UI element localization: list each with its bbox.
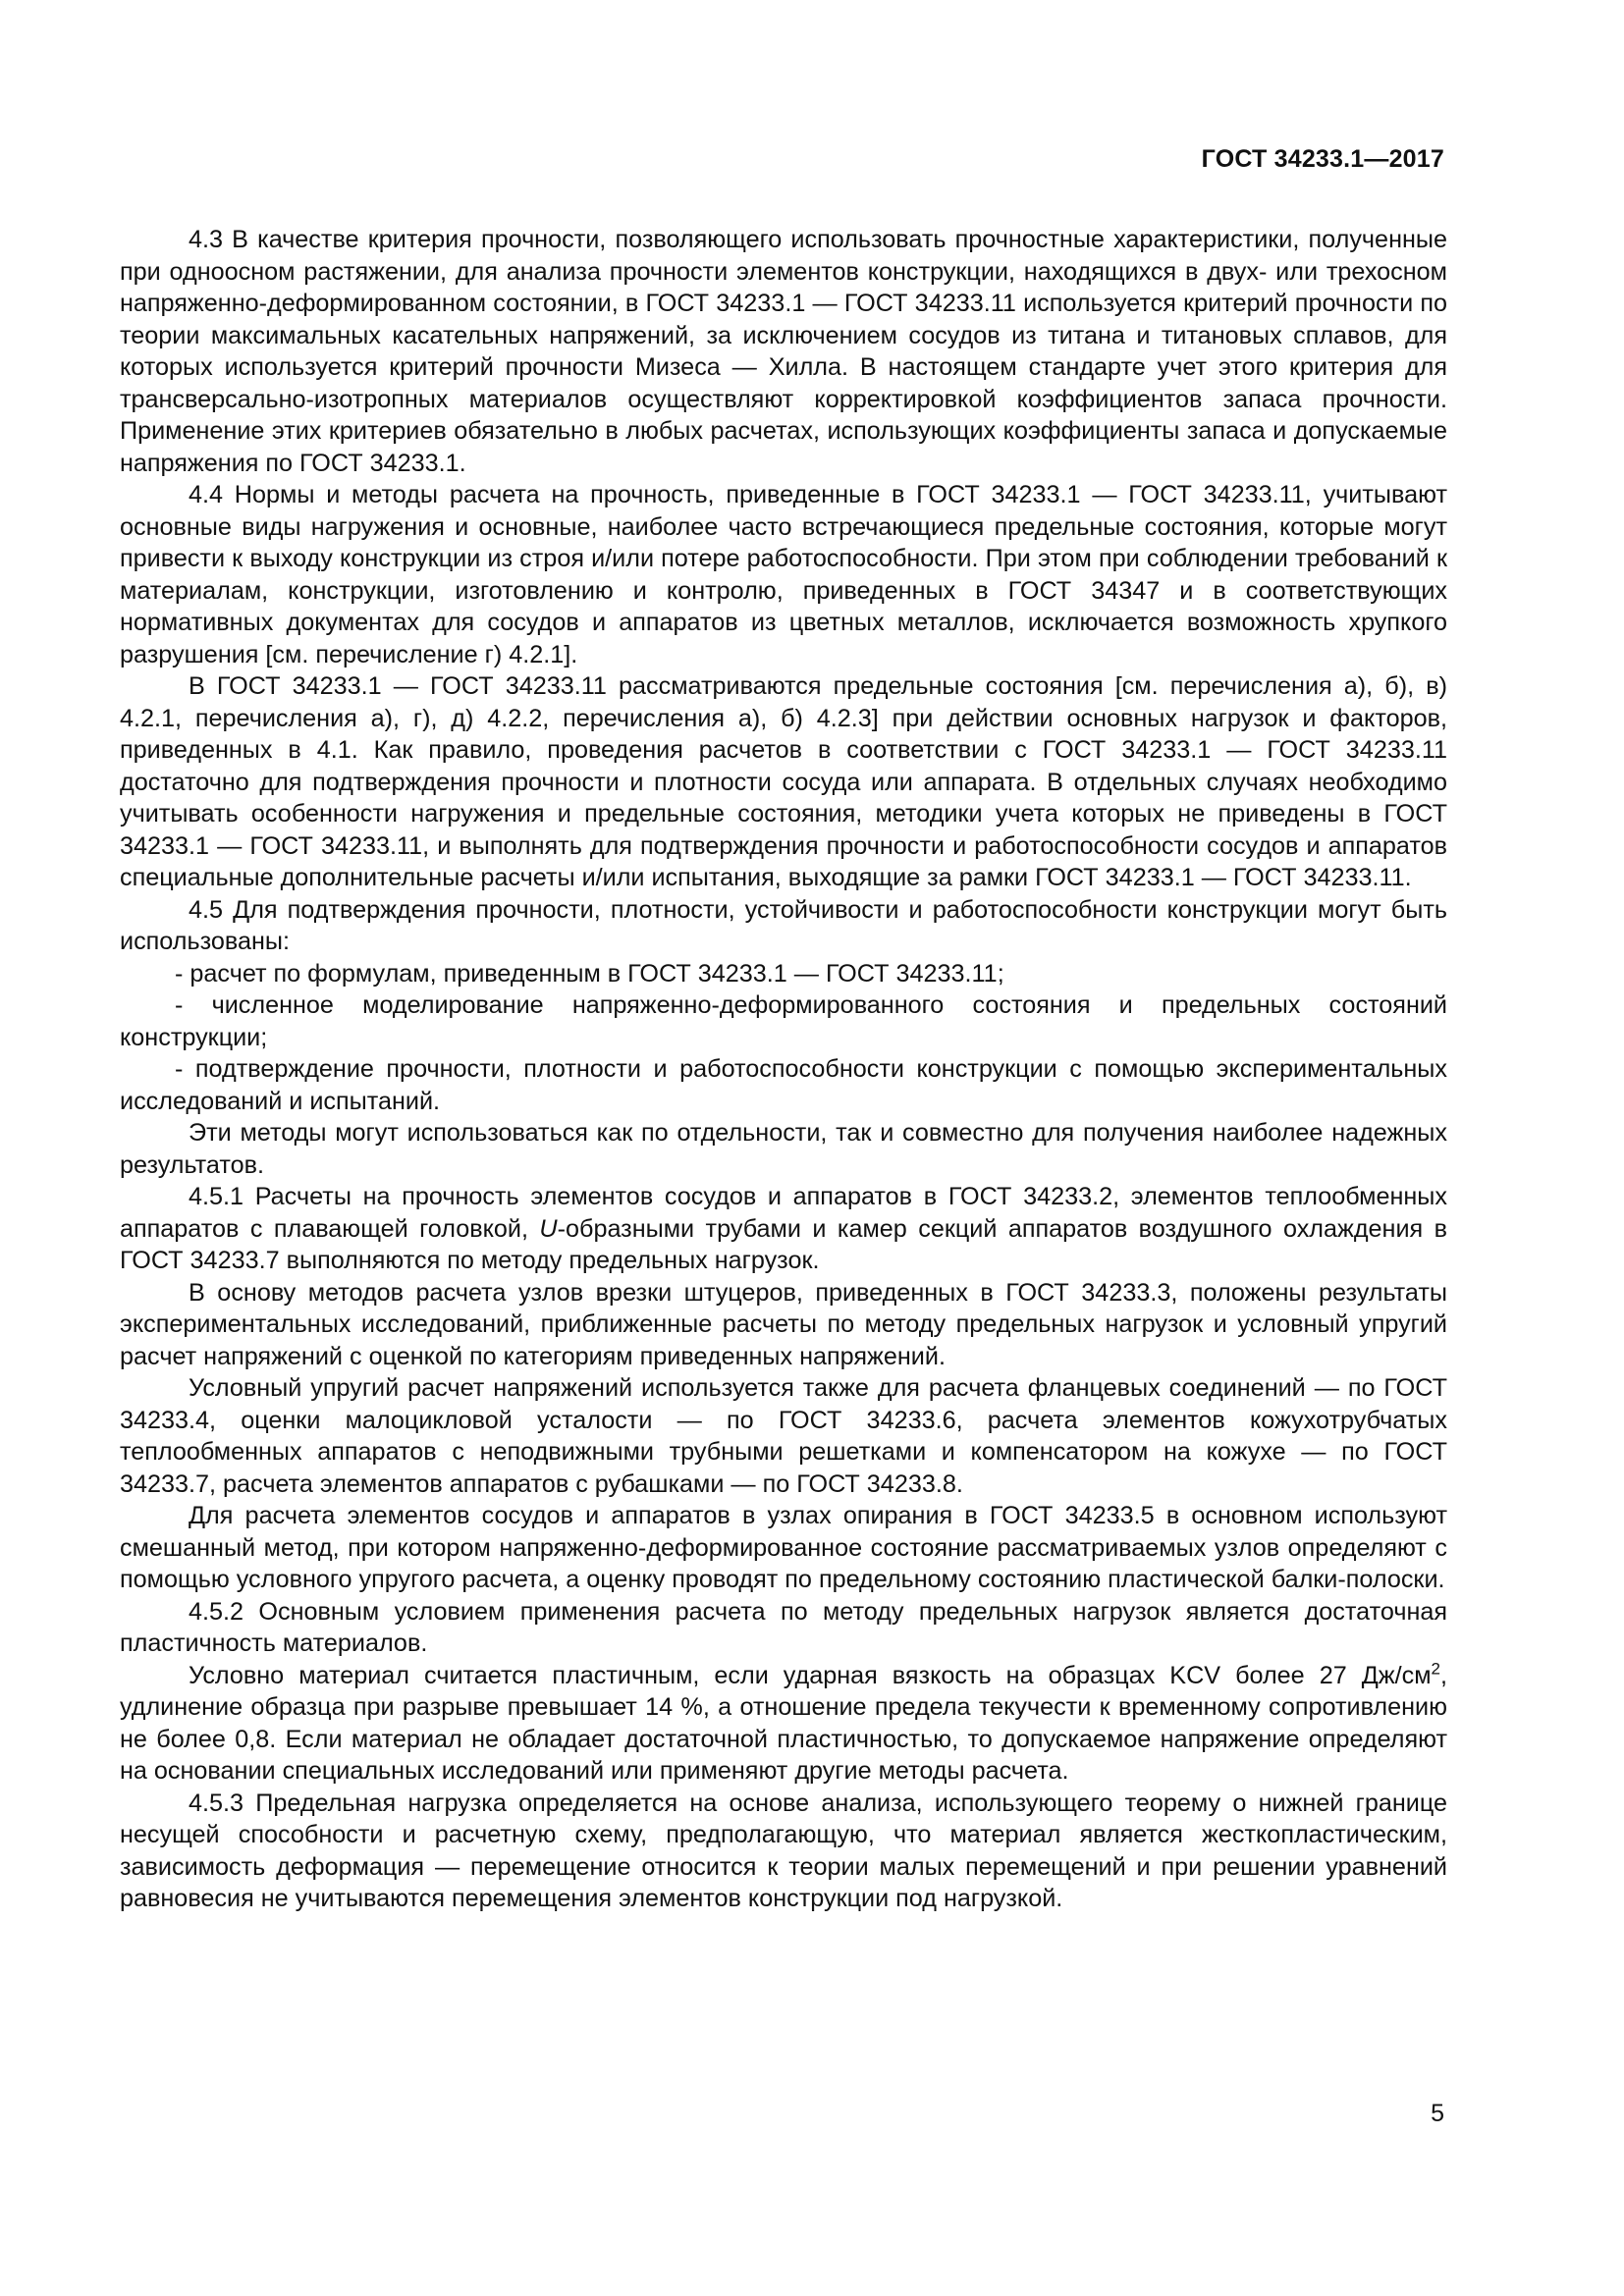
text-run: , [1440, 1661, 1447, 1689]
text-run: 4.5.1 Расчеты на прочность элементов сосудов и аппаратов в ГОСТ 34233.2, элементов теплообменных аппаратов с плавающей головкой, [120, 1183, 1447, 1243]
document-body [120, 224, 1447, 1915]
list-item-numerical-modeling: - численное моделирование напряженно-деформированного состояния и предельных состояний конструкции; [120, 991, 1447, 1051]
text-run: Условно материал считается пластичным, если ударная вязкость на образцах KCV более 27 Дж/см [189, 1661, 1432, 1689]
paragraph-4-5-1 [120, 1181, 1447, 1277]
paragraph-4-3: 4.3 В качестве критерия прочности, позволяющего использовать прочностные характеристики, полученные при одноосном растяжении, для анализа прочности элементов конструкции, находящихся в двух- или трехосном напряженно-деформированном состоянии, в ГОСТ 34233.1 — ГОСТ 34233.11 используется критерий прочности по теории максимальных касательных напряжений, за исключением сосудов из титана и титановых сплавов, для которых используется критерий прочности Мизеса — Хилла. В настоящем стандарте учет этого критерия для трансверсально-изотропных материалов осуществляют корректировкой коэффициентов запаса прочности. Применение этих критериев обязательно в любых расчетах, использующих коэффициенты запаса и допускаемые напряжения по ГОСТ 34233.1. [120, 226, 1447, 477]
italic-symbol-u: U [539, 1214, 558, 1243]
paragraph-4-5-3: 4.5.3 Предельная нагрузка определяется на основе анализа, использующего теорему о нижней границе несущей способности и расчетную схему, предполагающую, что материал является жесткопластическим, зависимость деформация — перемещение относится к теории малых перемещений и при решении уравнений равновесия не учитываются перемещения элементов конструкции под нагрузкой. [120, 1789, 1447, 1912]
paragraph-methods-combined: Эти методы могут использоваться как по отдельности, так и совместно для получения наиболее надежных результатов. [120, 1119, 1447, 1179]
paragraph-4-5: 4.5 Для подтверждения прочности, плотности, устойчивости и работоспособности конструкции могут быть использованы: [120, 895, 1447, 955]
text-run: -образными трубами и камер секций аппаратов воздушного охлаждения в ГОСТ 34233.7 выполняются по методу предельных нагрузок. [120, 1214, 1447, 1274]
paragraph-4-4: 4.4 Нормы и методы расчета на прочность, приведенные в ГОСТ 34233.1 — ГОСТ 34233.11, учитывают основные виды нагружения и основные, наиболее часто встречающиеся предельные состояния, которые могут привести к выходу конструкции из строя и/или потере работоспособности. При этом при соблюдении требований к материалам, конструкции, изготовлению и контролю, приведенных в ГОСТ 34347 и в соответствующих нормативных документах для сосудов и аппаратов из цветных металлов, исключается возможность хрупкого разрушения [см. перечисление г) 4.2.1]. [120, 481, 1447, 668]
superscript-2: 2 [1431, 1659, 1440, 1679]
list-item-formulas: - расчет по формулам, приведенным в ГОСТ 34233.1 — ГОСТ 34233.11; [175, 959, 1004, 988]
paragraph-support-zones: Для расчета элементов сосудов и аппаратов в узлах опирания в ГОСТ 34233.5 в основном используют смешанный метод, при котором напряженно-деформированное состояние рассматриваемых узлов определяют с помощью условного упругого расчета, а оценку проводят по предельному состоянию пластической балки-полоски. [120, 1502, 1447, 1593]
paragraph-elastic-calculation: Условный упругий расчет напряжений используется также для расчета фланцевых соединений — по ГОСТ 34233.4, оценки малоцикловой усталости — по ГОСТ 34233.6, расчета элементов кожухотрубчатых теплообменных аппаратов с неподвижными трубными решетками и компенсатором на кожухе — по ГОСТ 34233.7, расчета элементов аппаратов с рубашками — по ГОСТ 34233.8. [120, 1374, 1447, 1498]
paragraph-limit-states: В ГОСТ 34233.1 — ГОСТ 34233.11 рассматриваются предельные состояния [см. перечисления а), б), в) 4.2.1, перечисления а), г), д) 4.2.2, перечисления а), б) 4.2.3] при действии основных нагрузок и факторов, приведенных в 4.1. Как правило, проведения расчетов в соответствии с ГОСТ 34233.1 — ГОСТ 34233.11 достаточно для подтверждения прочности и плотности сосуда или аппарата. В отдельных случаях необходимо учитывать особенности нагружения и предельные состояния, методики учета которых не приведены в ГОСТ 34233.1 — ГОСТ 34233.11, и выполнять для подтверждения прочности и работоспособности сосудов и аппаратов специальные дополнительные расчеты и/или испытания, выходящие за рамки ГОСТ 34233.1 — ГОСТ 34233.11. [120, 672, 1447, 891]
paragraph-4-5-2: 4.5.2 Основным условием применения расчета по методу предельных нагрузок является достаточная пластичность материалов. [120, 1597, 1447, 1657]
list-item-experimental: - подтверждение прочности, плотности и работоспособности конструкции с помощью экспериментальных исследований и испытаний. [120, 1055, 1447, 1115]
page-number: 5 [1431, 2100, 1444, 2127]
paragraph-nozzle-methods: В основу методов расчета узлов врезки штуцеров, приведенных в ГОСТ 34233.3, положены результаты экспериментальных исследований, приближенные расчеты по методу предельных нагрузок и условный упругий расчет напряжений с оценкой по категориям приведенных напряжений. [120, 1278, 1447, 1370]
document-code-header: ГОСТ 34233.1—2017 [1201, 145, 1444, 173]
paragraph-plasticity-criteria [120, 1660, 1447, 1788]
text-run: удлинение образца при разрыве превышает 14 %, а отношение предела текучести к временному сопротивлению не более 0,8. Если материал не обладает достаточной пластичностью, то допускаемое напряжение определяют на основании специальных исследований или применяют другие методы расчета. [120, 1693, 1447, 1785]
